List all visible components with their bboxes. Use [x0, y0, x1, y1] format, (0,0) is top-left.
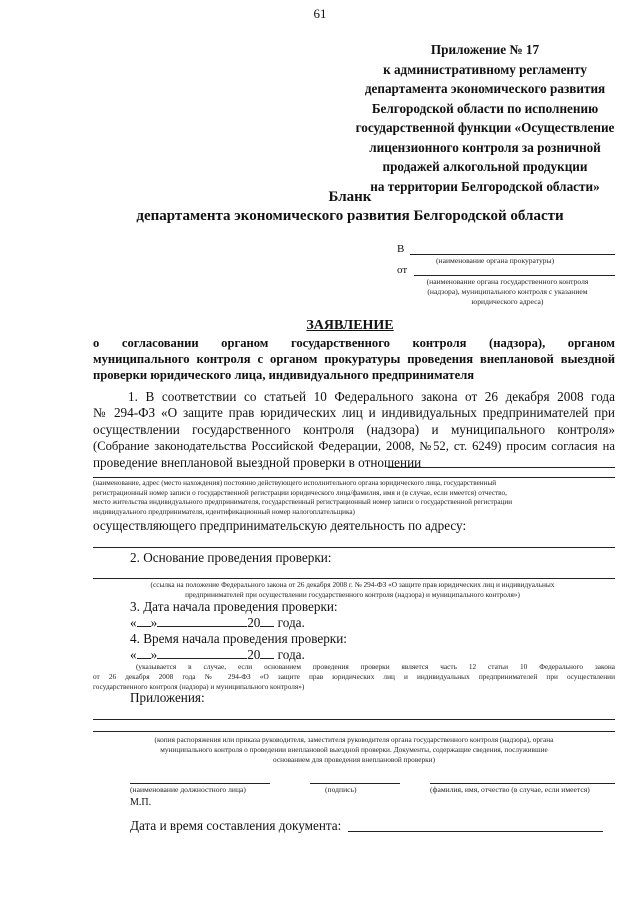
appendix-line: департамента экономического развития — [364, 81, 606, 96]
name-field[interactable] — [430, 783, 615, 784]
appendix-line: продажей алкогольной продукции — [382, 159, 588, 174]
appendix-line: лицензионного контроля за розничной — [369, 139, 601, 155]
appendix-line: на территории Белгородской области» — [370, 178, 600, 194]
to-hint: (наименование органа прокуратуры) — [436, 256, 555, 265]
appendix-line: к административному регламенту — [383, 61, 587, 77]
name-hint: (фамилия, имя, отчество (в случае, если имеется) — [430, 785, 590, 794]
statement-subject: о согласовании органом государственного контроля (надзора), органом муниципального контроля с органом прокуратуры проведения внеплановой выездной проверки юридического лица, индивидуального предпринимателя — [93, 336, 615, 382]
start-time-field[interactable]: « » 20 года. — [130, 647, 305, 662]
to-field[interactable] — [410, 254, 615, 255]
attachments-label: Приложения: — [130, 690, 205, 705]
position-hint: (наименование должностного лица) — [130, 785, 246, 794]
to-prefix: В — [397, 243, 405, 255]
subject-field[interactable] — [388, 467, 615, 468]
appendix-line: Приложение № 17 — [430, 42, 540, 57]
start-time-label: 4. Время начала проведения проверки: — [130, 631, 347, 646]
from-hint: (наименование органа государственного контроля (надзора), муниципального контроля с указанием юридического адреса) — [426, 277, 589, 306]
address-label: осуществляющего предпринимательскую деятельность по адресу: — [93, 518, 467, 533]
from-field[interactable] — [414, 275, 615, 276]
seal-mark: М.П. — [130, 797, 152, 808]
attachments-field[interactable] — [93, 719, 615, 720]
blank-title: Бланк — [328, 189, 372, 205]
appendix-header — [335, 40, 635, 196]
attachments-hint: (копия распоряжения или приказа руководителя, заместителя руководителя органа государственного контроля (надзора), органа муниципального контроля о проведении внеплановой выездной проверки. Документы, содержащие сведения, послужившие основанием для проведения внеплановой проверки) — [154, 735, 554, 764]
start-date-label: 3. Дата начала проведения проверки: — [130, 599, 338, 614]
appendix-line: государственной функции «Осуществление — [355, 120, 615, 135]
start-time-hint: (указывается в случае, если основанием проведения проверки является часть 12 статьи 10 Федерального закона от 26 декабря 2008 года № 294-ФЗ «О защите прав юридических лиц и индивидуальных предпринимателей при осуществлении государственного контроля (надзора) и муниципального контроля») — [93, 662, 615, 691]
basis-field[interactable] — [93, 578, 615, 579]
basis-hint: (ссылка на положение Федерального закона от 26 декабря 2008 г. № 294-ФЗ «О защите прав юридических лиц и индивидуальных предпринимателей при осуществлении государственного контроля (надзора) и муниципального контроля») — [150, 580, 555, 599]
statement-title: ЗАЯВЛЕНИЕ — [306, 318, 394, 333]
appendix-line: Белгородской области по исполнению — [371, 100, 599, 116]
document-date-label: Дата и время составления документа: — [130, 818, 342, 833]
basis-label: 2. Основание проведения проверки: — [130, 550, 332, 565]
sign-field[interactable] — [310, 783, 400, 784]
blank-department: департамента экономического развития Белгородской области — [136, 208, 564, 224]
subject-field-line-2[interactable] — [93, 477, 615, 478]
address-field[interactable] — [93, 547, 615, 548]
sign-hint: (подпись) — [325, 785, 357, 794]
page-number: 61 — [313, 6, 327, 21]
subject-hint: (наименование, адрес (место нахождения) постоянно действующего исполнительного органа юридического лица, государственный регистрационный номер записи о государственной регистрации юридического лица/фамилия, имя и (в случае, если имеется) отчество, место жительства индивидуального предпринимателя, государственный регистрационный номер записи о государственной регистрации индивидуального предпринимателя, идентификационный номер налогоплательщика) — [93, 479, 513, 516]
start-date-field[interactable]: « » 20 года. — [130, 615, 305, 630]
from-prefix: от — [397, 264, 408, 276]
paragraph-1: 1. В соответствии со статьей 10 Федерального закона от 26 декабря 2008 года № 294-ФЗ «О защите прав юридических лиц и индивидуальных предпринимателей при осуществлении государственного контроля (надзора) и муниципального контроля» (Собрание законодательства Российской Федерации, 2008, №52, ст. 6249) просим согласия на проведение внеплановой выездной проверки в отношении — [93, 389, 615, 470]
attachments-field-line-2[interactable] — [93, 731, 615, 732]
document-date-field[interactable] — [348, 831, 603, 832]
position-field[interactable] — [130, 783, 270, 784]
